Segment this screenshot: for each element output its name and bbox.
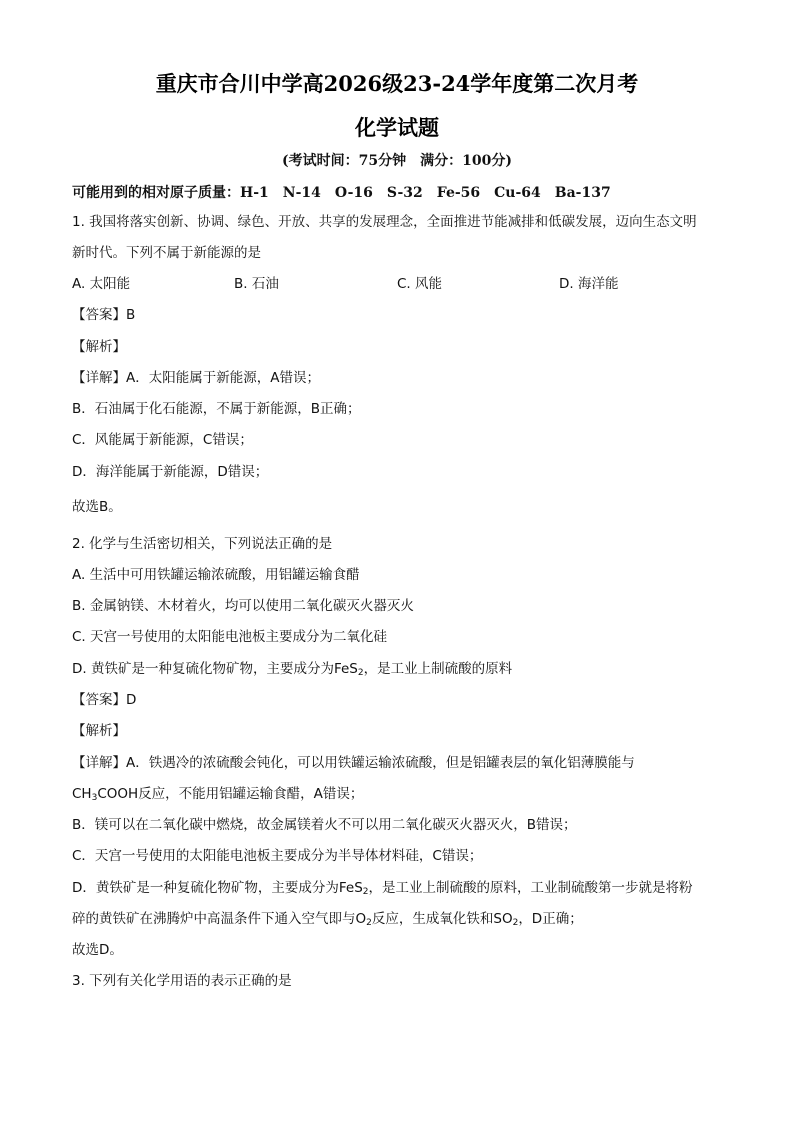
q2-detail-d-line2: 碎的黄铁矿在沸腾炉中高温条件下通入空气即与$O_2$反应，生成氧化铁和$SO_2$，D正确； — [72, 911, 583, 928]
q1-detail-d: D．海洋能属于新能源，D错误； — [72, 464, 269, 480]
q1-answer: 【答案】B — [72, 307, 136, 323]
q2-option-d: D. 黄铁矿是一种复硫化物矿物，主要成分为FeS$_2$，是工业上制硫酸的原料 — [72, 661, 513, 678]
exam-info: (考试时间：75分钟 满分：100分) — [282, 153, 512, 169]
exam-subtitle: 化学试题 — [355, 115, 439, 140]
q1-option-d: D. 海洋能 — [559, 276, 619, 292]
q2-detail-a-line2: $CH_3COOH$反应，不能用铝罐运输食醋，A错误； — [72, 786, 364, 803]
q1-stem-line2: 新时代。下列不属于新能源的是 — [72, 245, 261, 261]
q2-conclusion: 故选D。 — [72, 942, 123, 958]
exam-title: 重庆市合川中学高2026级23-24学年度第二次月考 — [155, 71, 639, 96]
q1-detail-a: 【详解】A．太阳能属于新能源，A错误； — [72, 370, 320, 386]
q1-detail-c: C．风能属于新能源，C错误； — [72, 432, 253, 448]
q2-detail-a-line1: 【详解】A．铁遇冷的浓硫酸会钝化，可以用铁罐运输浓硫酸，但是铝罐表层的氧化铝薄膜能与 — [72, 755, 635, 771]
q2-option-b: B. 金属钠镁、木材着火，均可以使用二氧化碳灭火器灭火 — [72, 598, 414, 614]
q1-option-c: C. 风能 — [397, 276, 443, 292]
atomic-masses: 可能用到的相对原子质量：H-1 N-14 O-16 S-32 Fe-56 Cu-64 Ba-137 — [72, 185, 611, 201]
q1-detail-b: B．石油属于化石能源，不属于新能源，B正确； — [72, 401, 361, 417]
q2-detail-b: B．镁可以在二氧化碳中燃烧，故金属镁着火不可以用二氧化碳灭火器灭火，B错误； — [72, 817, 577, 833]
q1-option-a: A. 太阳能 — [72, 276, 131, 292]
q2-detail-c: C．天宫一号使用的太阳能电池板主要成分为半导体材料硅，C错误； — [72, 848, 483, 864]
q1-stem-line1: 1. 我国将落实创新、协调、绿色、开放、共享的发展理念，全面推进节能减排和低碳发展，迈向生态文明 — [72, 214, 697, 230]
q2-answer: 【答案】D — [72, 692, 137, 708]
q2-analysis-label: 【解析】 — [72, 723, 126, 739]
q1-option-b: B. 石油 — [234, 276, 279, 292]
q2-detail-d-line1: D．黄铁矿是一种复硫化物矿物，主要成分为FeS$_2$，是工业上制硫酸的原料，工业制硫酸第一步就是将粉 — [72, 880, 693, 897]
q3-stem: 3. 下列有关化学用语的表示正确的是 — [72, 973, 292, 989]
q1-analysis-label: 【解析】 — [72, 339, 126, 355]
q2-option-c: C. 天宫一号使用的太阳能电池板主要成分为二氧化硅 — [72, 629, 388, 645]
q2-option-a: A. 生活中可用铁罐运输浓硫酸，用铝罐运输食醋 — [72, 567, 360, 583]
q1-conclusion: 故选B。 — [72, 499, 122, 515]
q2-stem: 2. 化学与生活密切相关，下列说法正确的是 — [72, 536, 333, 552]
